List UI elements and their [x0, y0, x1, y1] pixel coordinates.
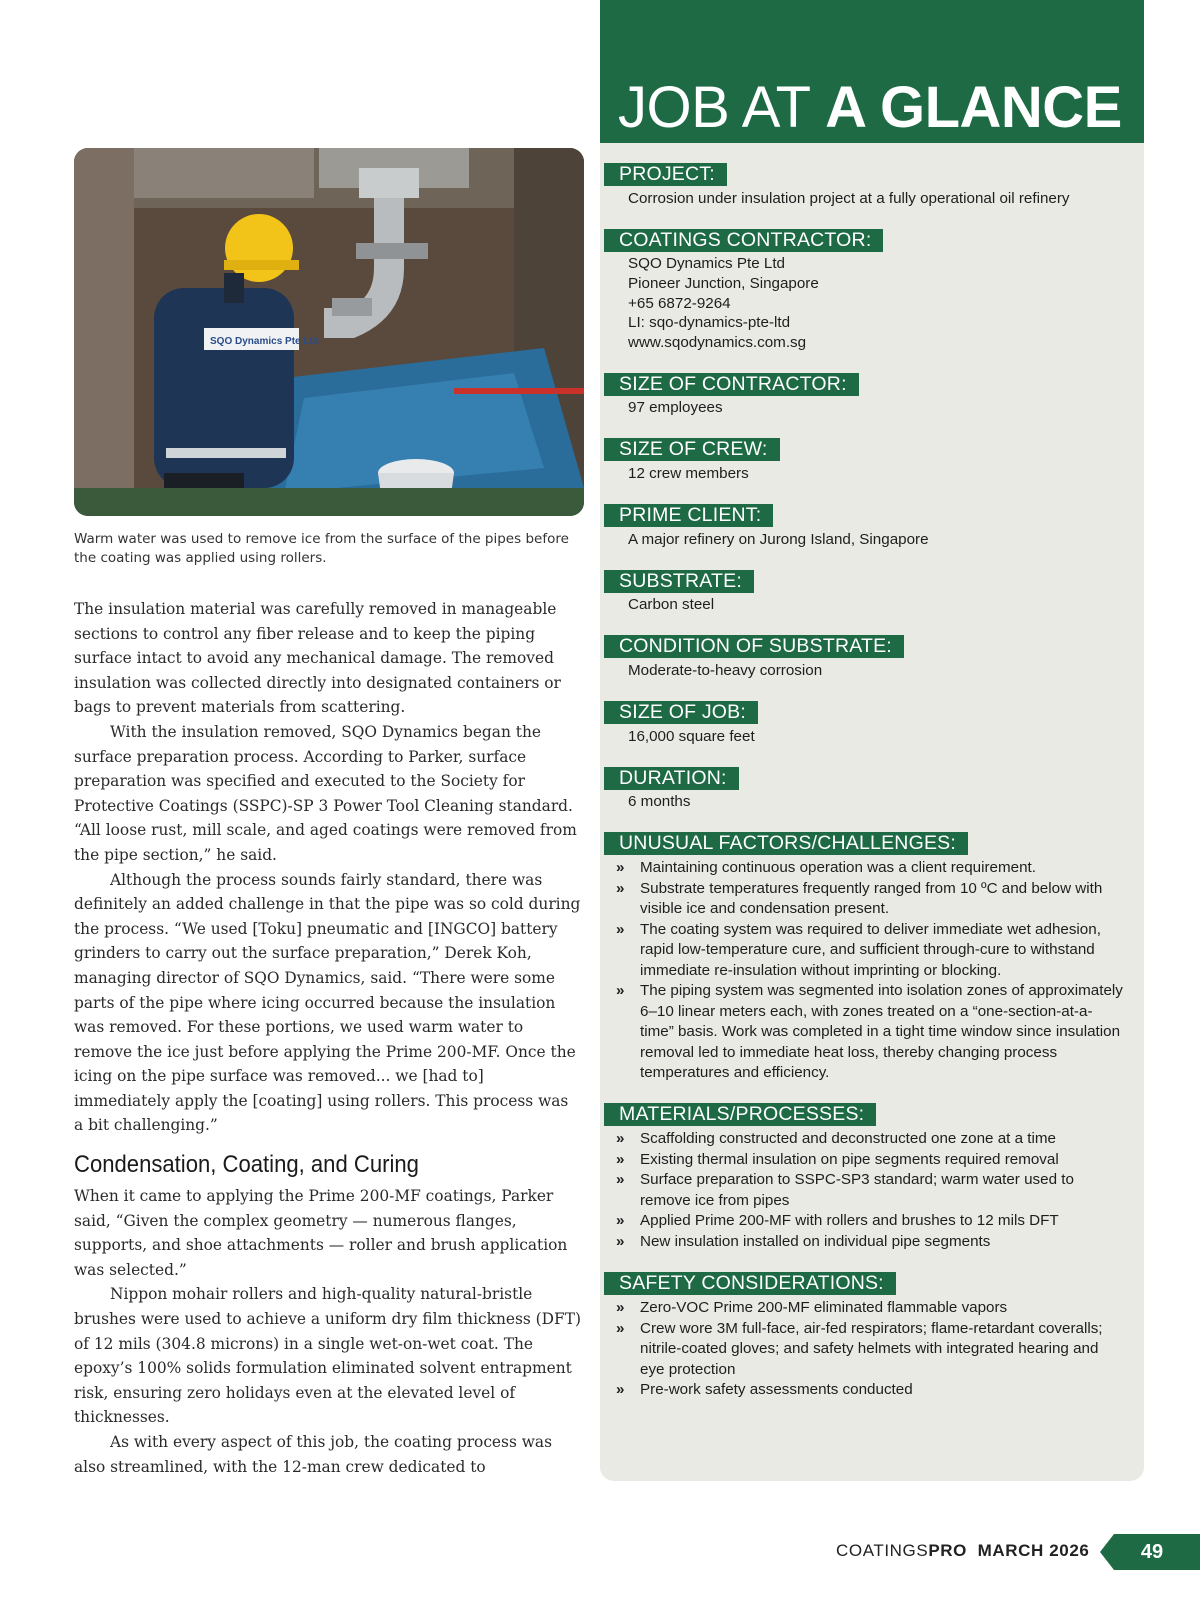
- worker-photo-illustration: [74, 148, 584, 516]
- list-item: [616, 1129, 1126, 1150]
- list-item-text: Crew wore 3M full-face, air-fed respirators; flame-retardant coveralls; nitrile-coated gloves; and safety helmets with integrated hearing and eye protection: [640, 1319, 1103, 1378]
- list-item: [616, 858, 1126, 879]
- project-value: [628, 189, 1128, 209]
- materials-label: MATERIALS/PROCESSES:: [604, 1103, 876, 1126]
- unusual-list: [616, 858, 1126, 1084]
- page-number-badge: [1100, 1534, 1200, 1570]
- list-item-text: Applied Prime 200-MF with rollers and brushes to 12 mils DFT: [640, 1212, 1059, 1229]
- contractor-name: SQO Dynamics Pte Ltd: [628, 255, 785, 272]
- project-text: Corrosion under insulation project at a fully operational oil refinery: [628, 190, 1070, 207]
- substrate-value: [628, 595, 1128, 615]
- prime-client-text: A major refinery on Jurong Island, Singapore: [628, 531, 929, 548]
- size-job-label: SIZE OF JOB:: [604, 701, 758, 724]
- bullet-icon: »: [616, 1150, 625, 1168]
- substrate-text: Carbon steel: [628, 596, 715, 613]
- list-item: [616, 1170, 1126, 1211]
- list-item-text: Surface preparation to SSPC-SP3 standard; warm water used to remove ice from pipes: [640, 1171, 1074, 1209]
- safety-list: [616, 1298, 1126, 1401]
- page-number: 49: [1140, 1541, 1164, 1563]
- list-item-text: The coating system was required to deliver immediate wet adhesion, rapid low-temperature cure, and sufficient through-cure to withstand immediate re-insulation without imprinting or blocking.: [640, 920, 1101, 979]
- list-item: [616, 1232, 1126, 1253]
- condition-text: Moderate-to-heavy corrosion: [628, 662, 823, 679]
- article-paragraph: As with every aspect of this job, the coating process was also streamlined, with the 12-man crew dedicated to: [74, 1433, 552, 1476]
- list-item-text: New insulation installed on individual pipe segments: [640, 1232, 991, 1250]
- list-item-text: Scaffolding constructed and deconstructed one zone at a time: [640, 1130, 1056, 1147]
- list-item-text: Pre-work safety assessments conducted: [640, 1381, 913, 1398]
- duration-label: DURATION:: [604, 767, 739, 790]
- article-subheading: Condensation, Coating, and Curing: [74, 1151, 419, 1179]
- condition-label: CONDITION OF SUBSTRATE:: [604, 635, 904, 658]
- list-item-text: Zero-VOC Prime 200-MF eliminated flammable vapors: [640, 1299, 1008, 1316]
- bullet-icon: »: [616, 879, 625, 897]
- size-crew-label: SIZE OF CREW:: [604, 438, 780, 461]
- contractor-address: Pioneer Junction, Singapore: [628, 274, 819, 292]
- bullet-icon: »: [616, 859, 625, 876]
- duration-value: [628, 792, 1128, 812]
- article-paragraph: The insulation material was carefully removed in manageable sections to control any fiber release and to keep the piping surface intact to avoid any mechanical damage. The removed insulation was collected directly into designated containers or bags to prevent materials from scattering.: [74, 600, 561, 717]
- bullet-icon: »: [616, 1212, 625, 1229]
- list-item-text: Substrate temperatures frequently ranged from 10 ºC and below with visible ice and condensation present.: [640, 879, 1103, 917]
- magazine-name-light: COATINGS: [836, 1541, 929, 1560]
- bullet-icon: »: [616, 1232, 625, 1250]
- list-item: [616, 879, 1126, 920]
- substrate-label: SUBSTRATE:: [604, 570, 754, 593]
- article-paragraph: When it came to applying the Prime 200-MF coatings, Parker said, “Given the complex geometry — numerous flanges, supports, and shoe attachments — roller and brush application was selected.”: [74, 1187, 568, 1279]
- article-paragraph: Nippon mohair rollers and high-quality natural-bristle brushes were used to achieve a uniform dry film thickness (DFT) of 12 mils (304.8 microns) in a single wet-on-wet coat. The epoxy’s 100% solids formulation eliminated solvent entrapment risk, ensuring zero holidays even at the elevated level of thicknesses.: [74, 1285, 581, 1427]
- article-paragraph: With the insulation removed, SQO Dynamics began the surface preparation process. According to Parker, surface preparation was specified and executed to the Society for Protective Coatings (SSPC)-SP 3 Power Tool Cleaning standard. “All loose rust, mill scale, and aged coatings were removed from the pipe section,” he said.: [74, 722, 577, 864]
- prime-client-value: [628, 530, 1128, 550]
- magazine-name-bold: PRO: [928, 1541, 967, 1560]
- duration-text: 6 months: [628, 793, 691, 810]
- bullet-icon: »: [616, 1381, 625, 1398]
- list-item: [616, 1380, 1126, 1401]
- materials-list: [616, 1129, 1126, 1252]
- list-item-text: The piping system was segmented into isolation zones of approximately 6–10 linear meters each, with zones treated on a “one-section-at-a-time” basis. Work was completed in a tight time window since insulation removal led to immediate heat loss, thereby changing process temperatures and efficiency.: [640, 982, 1123, 1081]
- contractor-linkedin: LI: sqo-dynamics-pte-ltd: [628, 314, 791, 332]
- list-item-text: Existing thermal insulation on pipe segments required removal: [640, 1150, 1059, 1168]
- issue-date: MARCH 2026: [977, 1541, 1090, 1560]
- article-photo: [74, 148, 584, 516]
- vest-logo-text: SQO Dynamics Pte Ltd: [210, 336, 319, 347]
- size-job-text: 16,000 square feet: [628, 728, 755, 745]
- list-item: [616, 1298, 1126, 1319]
- project-label: PROJECT:: [604, 163, 727, 186]
- bullet-icon: »: [616, 1130, 625, 1147]
- size-contractor-text: 97 employees: [628, 399, 723, 416]
- list-item: [616, 1319, 1126, 1381]
- article-body: [74, 597, 582, 1479]
- prime-client-label: PRIME CLIENT:: [604, 504, 773, 527]
- bullet-icon: »: [616, 1319, 625, 1337]
- list-item: [616, 1150, 1126, 1171]
- bullet-icon: »: [616, 982, 625, 999]
- sidebar-title: [618, 76, 1122, 140]
- safety-label: SAFETY CONSIDERATIONS:: [604, 1272, 896, 1295]
- list-item: [616, 981, 1126, 1084]
- condition-value: [628, 661, 1128, 681]
- size-job-value: [628, 727, 1128, 747]
- list-item: [616, 920, 1126, 982]
- list-item: [616, 1211, 1126, 1232]
- contractor-label: COATINGS CONTRACTOR:: [604, 229, 883, 252]
- bullet-icon: »: [616, 1171, 625, 1188]
- size-crew-value: [628, 464, 1128, 484]
- sidebar-title-bold: A GLANCE: [825, 75, 1122, 140]
- sidebar-header: [600, 0, 1144, 143]
- job-at-a-glance-sidebar: [600, 0, 1144, 1481]
- contractor-website: www.sqodynamics.com.sg: [628, 334, 807, 352]
- page-footer: [836, 1540, 1089, 1562]
- size-crew-text: 12 crew members: [628, 465, 749, 482]
- photo-caption: Warm water was used to remove ice from the surface of the pipes before the coating was applied using rollers.: [74, 531, 569, 566]
- contractor-details: [628, 254, 1128, 353]
- article-paragraph: Although the process sounds fairly standard, there was definitely an added challenge in that the pipe was so cold during the process. “We used [Toku] pneumatic and [INGCO] battery grinders to carry out the surface preparation,” Derek Koh, managing director of SQO Dynamics, said. “There were some parts of the pipe where icing occurred because the insulation was removed. For these portions, we used warm water to remove the ice just before applying the Prime 200-MF. Once the icing on the pipe surface was removed... we [had to] immediately apply the [coating] using rollers. This process was a bit challenging.”: [74, 870, 581, 1135]
- list-item-text: Maintaining continuous operation was a client requirement.: [640, 859, 1036, 876]
- bullet-icon: »: [616, 920, 625, 938]
- size-contractor-value: [628, 398, 1128, 418]
- size-contractor-label: SIZE OF CONTRACTOR:: [604, 373, 859, 396]
- bullet-icon: »: [616, 1299, 625, 1316]
- sidebar-title-light: JOB AT: [618, 75, 810, 140]
- unusual-label: UNUSUAL FACTORS/CHALLENGES:: [604, 832, 968, 855]
- contractor-phone: +65 6872-9264: [628, 294, 731, 312]
